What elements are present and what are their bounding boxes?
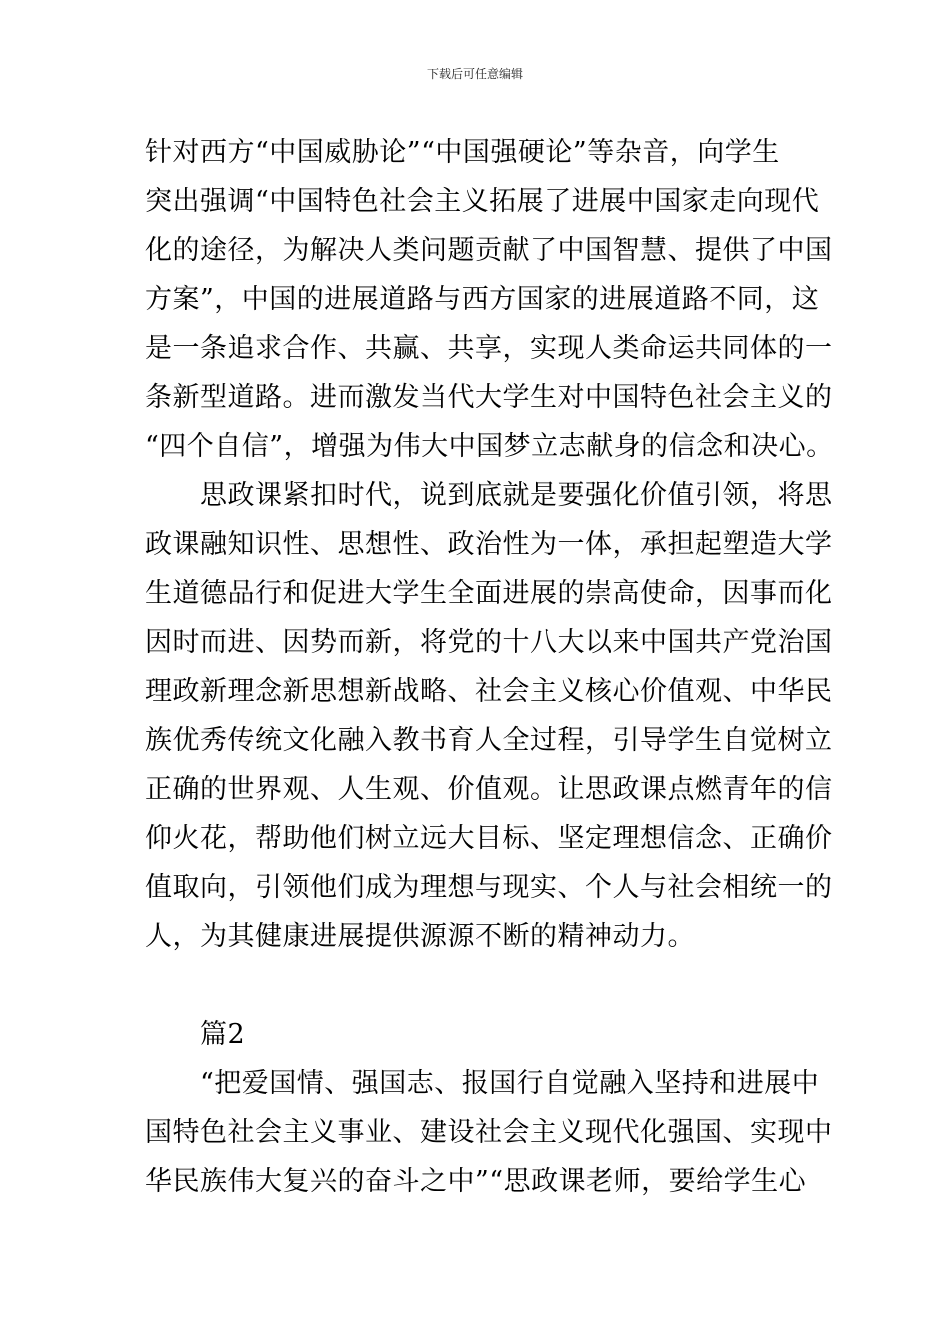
section-heading: 篇2 <box>145 1019 246 1050</box>
text-line: 针对西方“中国威胁论”“中国强硬论”等杂音，向学生 <box>145 137 780 168</box>
text-line: 国特色社会主义事业、建设社会主义现代化强国、实现中 <box>145 1117 833 1148</box>
document-body <box>145 128 834 1206</box>
text-line: 政课融知识性、思想性、政治性为一体，承担起塑造大学 <box>145 529 833 560</box>
text-line: 突出强调“中国特色社会主义拓展了进展中国家走向现代 <box>145 186 820 217</box>
text-line: 因时而进、因势而新，将党的十八大以来中国共产党治国 <box>145 627 833 658</box>
text-line: 生道德品行和促进大学生全面进展的崇高使命，因事而化 <box>145 578 833 609</box>
text-line: 思政课紧扣时代，说到底就是要强化价值引领，将思 <box>145 480 833 511</box>
text-line: 华民族伟大复兴的奋斗之中”“思政课老师，要给学生心 <box>145 1166 807 1197</box>
text-line: 值取向，引领他们成为理想与现实、个人与社会相统一的 <box>145 872 833 903</box>
text-line: 方案”，中国的进展道路与西方国家的进展道路不同，这 <box>145 284 820 315</box>
text-line: 条新型道路。进而激发当代大学生对中国特色社会主义的 <box>145 382 833 413</box>
paragraph-gap <box>145 961 815 1010</box>
text-line: 正确的世界观、人生观、价值观。让思政课点燃青年的信 <box>145 774 833 805</box>
text-line: “四个自信”，增强为伟大中国梦立志献身的信念和决心。 <box>145 431 834 462</box>
text-line: 是一条追求合作、共赢、共享，实现人类命运共同体的一 <box>145 333 833 364</box>
text-line: 化的途径，为解决人类问题贡献了中国智慧、提供了中国 <box>145 235 833 266</box>
page-header: 下载后可任意编辑 <box>426 67 523 81</box>
text-line: 理政新理念新思想新战略、社会主义核心价值观、中华民 <box>145 676 833 707</box>
text-line: 仰火花，帮助他们树立远大目标、坚定理想信念、正确价 <box>145 823 833 854</box>
text-line: “把爱国情、强国志、报国行自觉融入坚持和进展中 <box>145 1068 820 1099</box>
text-line: 族优秀传统文化融入教书育人全过程，引导学生自觉树立 <box>145 725 833 756</box>
text-line: 人，为其健康进展提供源源不断的精神动力。 <box>145 921 695 952</box>
